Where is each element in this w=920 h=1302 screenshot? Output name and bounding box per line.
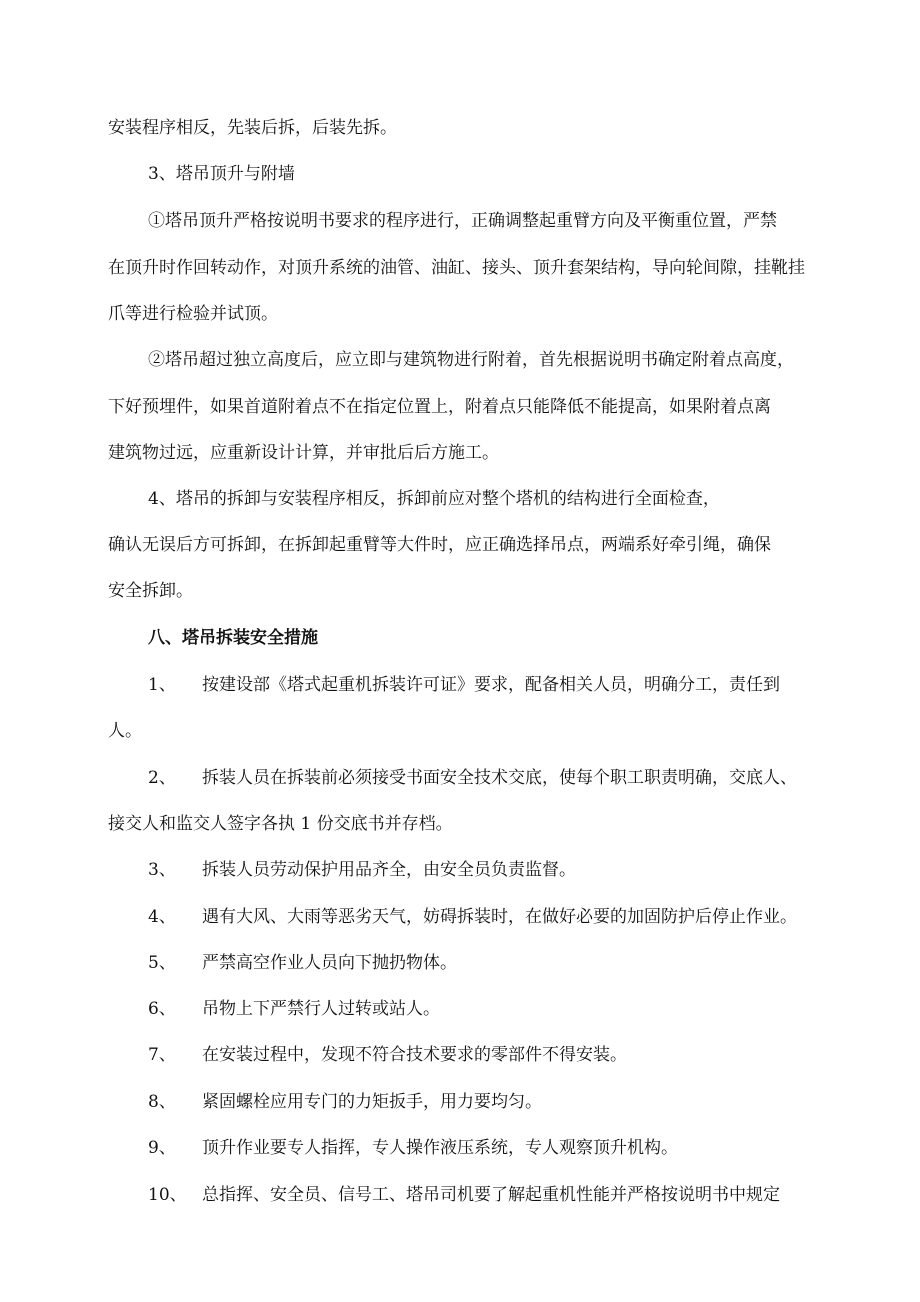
list-number: 5、 — [148, 953, 176, 973]
list-item-1-continuation: 人。 — [108, 721, 142, 741]
list-text: 吊物上下严禁行人过转或站人。 — [202, 999, 440, 1019]
list-text: 拆装人员劳动保护用品齐全，由安全员负责监督。 — [202, 860, 576, 880]
list-number: 10、 — [148, 1185, 187, 1205]
list-item-5 — [148, 952, 457, 974]
para-4-line-3: 安全拆卸。 — [108, 581, 193, 601]
para-3-2-line-3: 建筑物过远，应重新设计计算，并审批后后方施工。 — [108, 443, 499, 463]
heading-3-climbing-and-wall-attachment: 3、塔吊顶升与附墙 — [148, 164, 295, 184]
list-text: 在安装过程中，发现不符合技术要求的零部件不得安装。 — [202, 1045, 627, 1065]
list-item-1 — [148, 674, 780, 696]
list-number: 1、 — [148, 675, 176, 695]
para-3-1-line-1: ①塔吊顶升严格按说明书要求的程序进行，正确调整起重臂方向及平衡重位置，严禁 — [148, 211, 777, 231]
list-number: 4、 — [148, 907, 176, 927]
section-8-heading: 八、塔吊拆装安全措施 — [148, 628, 318, 648]
para-4-line-1: 4、塔吊的拆卸与安装程序相反，拆卸前应对整个塔机的结构进行全面检查， — [148, 489, 720, 509]
list-text: 严禁高空作业人员向下抛扔物体。 — [202, 953, 457, 973]
para-3-1-line-2: 在顶升时作回转动作，对顶升系统的油管、油缸、接头、顶升套架结构，导向轮间隙，挂靴挂 — [108, 258, 805, 278]
para-3-2-line-2: 下好预埋件，如果首道附着点不在指定位置上，附着点只能降低不能提高，如果附着点离 — [108, 397, 771, 417]
list-number: 3、 — [148, 860, 176, 880]
para-3-1-line-3: 爪等进行检验并试顶。 — [108, 304, 278, 324]
list-text: 按建设部《塔式起重机拆装许可证》要求，配备相关人员，明确分工，责任到 — [202, 675, 780, 695]
list-number: 8、 — [148, 1092, 176, 1112]
list-item-10 — [148, 1184, 780, 1206]
list-item-6 — [148, 998, 440, 1020]
list-text: 拆装人员在拆装前必须接受书面安全技术交底，使每个职工职责明确，交底人、 — [202, 768, 797, 788]
para-3-2-line-1: ②塔吊超过独立高度后，应立即与建筑物进行附着，首先根据说明书确定附着点高度， — [148, 350, 794, 370]
list-text: 紧固螺栓应用专门的力矩扳手，用力要均匀。 — [202, 1092, 542, 1112]
list-number: 2、 — [148, 768, 176, 788]
list-item-7 — [148, 1044, 627, 1066]
list-text: 顶升作业要专人指挥，专人操作液压系统，专人观察顶升机构。 — [202, 1138, 678, 1158]
list-number: 9、 — [148, 1138, 176, 1158]
paragraph-continuation: 安装程序相反，先装后拆，后装先拆。 — [108, 118, 397, 138]
list-number: 6、 — [148, 999, 176, 1019]
list-text: 总指挥、安全员、信号工、塔吊司机要了解起重机性能并严格按说明书中规定 — [202, 1185, 780, 1205]
list-text: 遇有大风、大雨等恶劣天气，妨碍拆装时，在做好必要的加固防护后停止作业。 — [202, 907, 797, 927]
list-item-2 — [148, 767, 797, 789]
list-item-9 — [148, 1137, 678, 1159]
list-item-3 — [148, 859, 576, 881]
para-4-line-2: 确认无误后方可拆卸，在拆卸起重臂等大件时，应正确选择吊点，两端系好牵引绳，确保 — [108, 535, 771, 555]
list-item-2-continuation: 接交人和监交人签字各执 1 份交底书并存档。 — [108, 814, 453, 834]
list-item-4 — [148, 906, 797, 928]
list-number: 7、 — [148, 1045, 176, 1065]
list-item-8 — [148, 1091, 542, 1113]
